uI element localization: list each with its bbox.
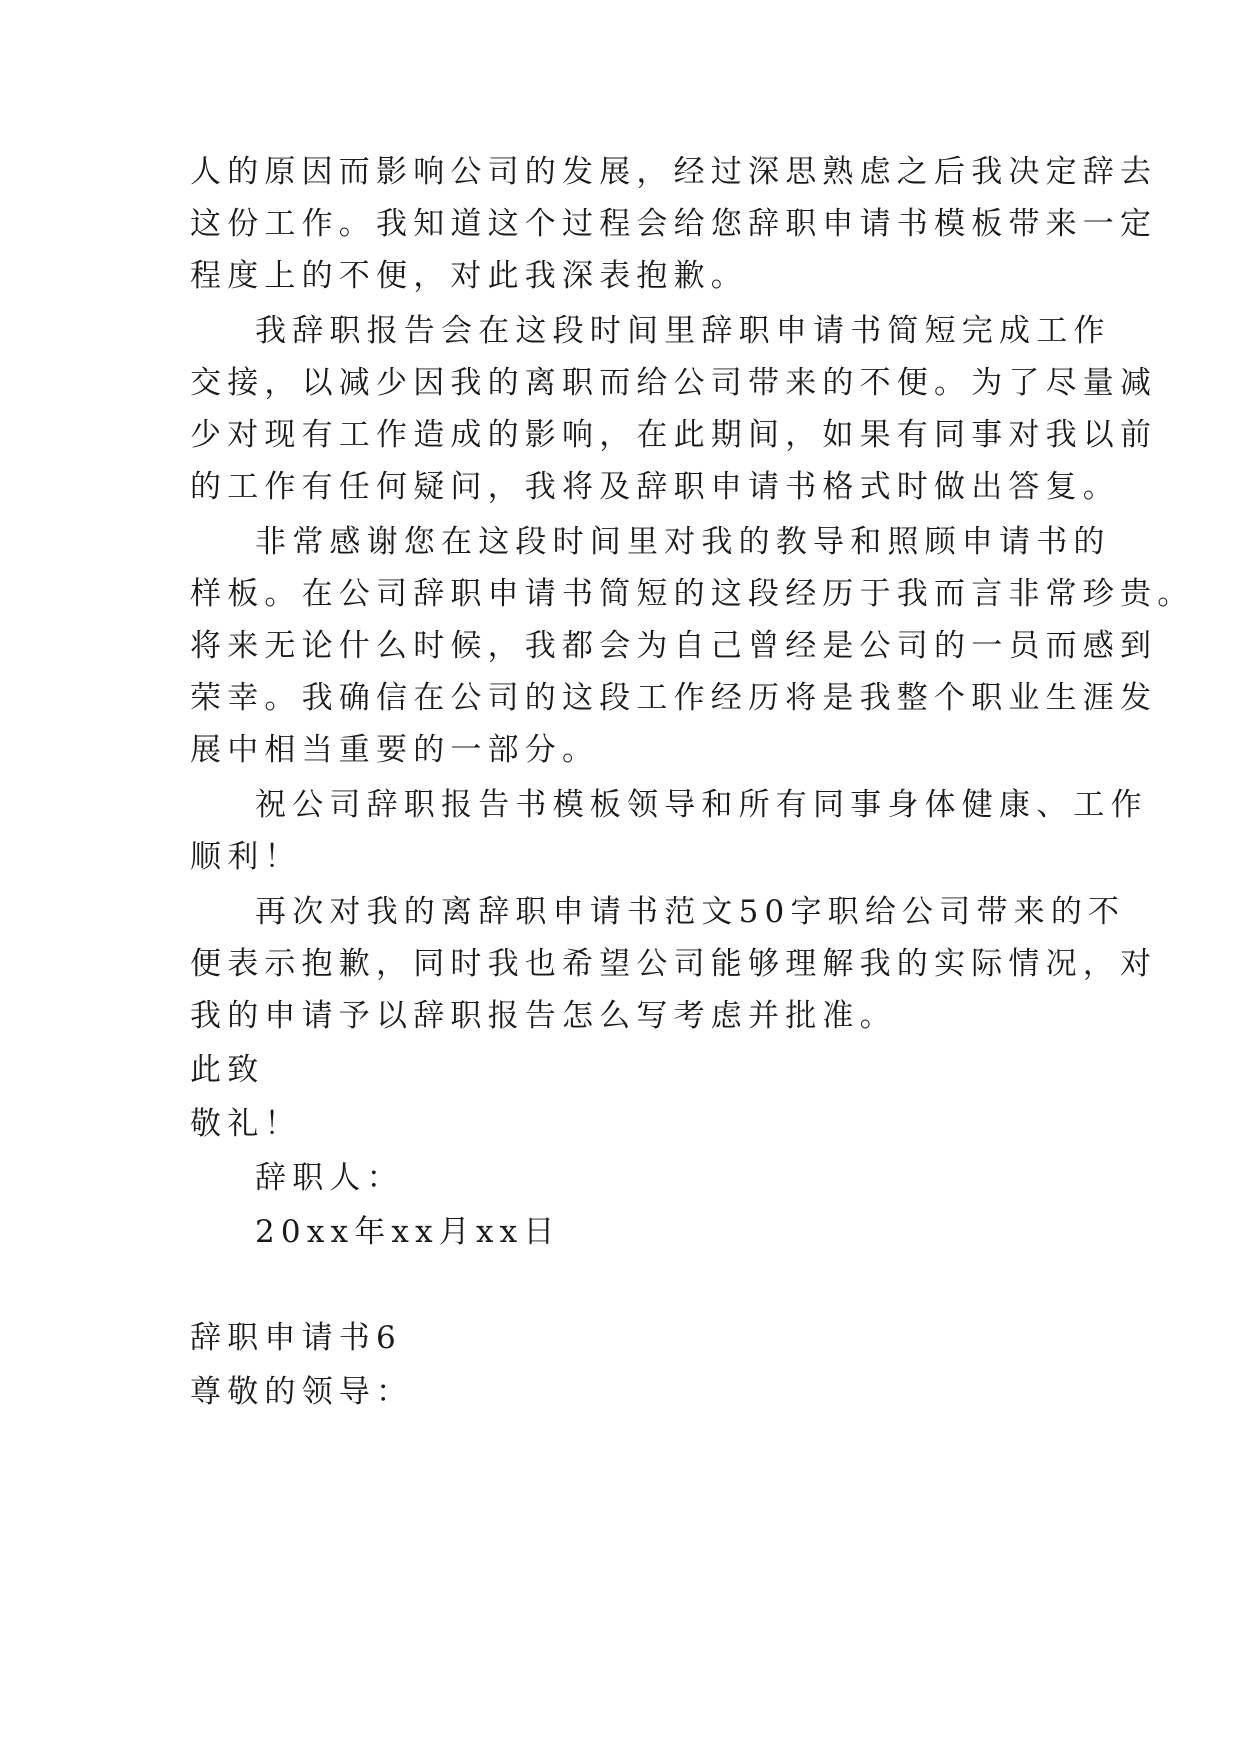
paragraph-3-line-3: 将来无论什么时候，我都会为自己曾经是公司的一员而感到 <box>190 628 1158 664</box>
paragraph-3-line-1: 非常感谢您在这段时间里对我的教导和照顾申请书的 <box>255 524 1111 560</box>
paragraph-2-line-3: 少对现有工作造成的影响，在此期间，如果有同事对我以前 <box>190 417 1158 453</box>
paragraph-1-line-1: 人的原因而影响公司的发展，经过深思熟虑之后我决定辞去 <box>190 154 1158 190</box>
paragraph-5-line-1: 再次对我的离辞职申请书范文50字职给公司带来的不 <box>255 894 1126 930</box>
paragraph-1-line-3: 程度上的不便，对此我深表抱歉。 <box>190 258 748 294</box>
closing-line-2: 敬礼！ <box>190 1106 302 1142</box>
paragraph-5-line-3: 我的申请予以辞职报告怎么写考虑并批准。 <box>190 998 897 1034</box>
paragraph-1-line-2: 这份工作。我知道这个过程会给您辞职申请书模板带来一定 <box>190 206 1158 242</box>
next-section-salutation: 尊敬的领导： <box>190 1374 414 1410</box>
signature-date: 20xx年xx月xx日 <box>255 1214 561 1250</box>
next-section-title: 辞职申请书6 <box>190 1320 402 1356</box>
paragraph-3-line-4: 荣幸。我确信在公司的这段工作经历将是我整个职业生涯发 <box>190 680 1158 716</box>
paragraph-2-line-2: 交接，以减少因我的离职而给公司带来的不便。为了尽量减 <box>190 365 1158 401</box>
paragraph-5-line-2: 便表示抱歉，同时我也希望公司能够理解我的实际情况，对 <box>190 946 1158 982</box>
closing-line-1: 此致 <box>190 1052 265 1088</box>
paragraph-3-line-5: 展中相当重要的一部分。 <box>190 732 600 768</box>
paragraph-4-line-2: 顺利！ <box>190 839 302 875</box>
paragraph-2-line-4: 的工作有任何疑问，我将及辞职申请书格式时做出答复。 <box>190 469 1120 505</box>
paragraph-4-line-1: 祝公司辞职报告书模板领导和所有同事身体健康、工作 <box>255 787 1148 823</box>
paragraph-2-line-1: 我辞职报告会在这段时间里辞职申请书简短完成工作 <box>255 313 1111 349</box>
signature-name-label: 辞职人： <box>255 1160 404 1196</box>
paragraph-3-line-2: 样板。在公司辞职申请书简短的这段经历于我而言非常珍贵。 <box>190 576 1195 612</box>
